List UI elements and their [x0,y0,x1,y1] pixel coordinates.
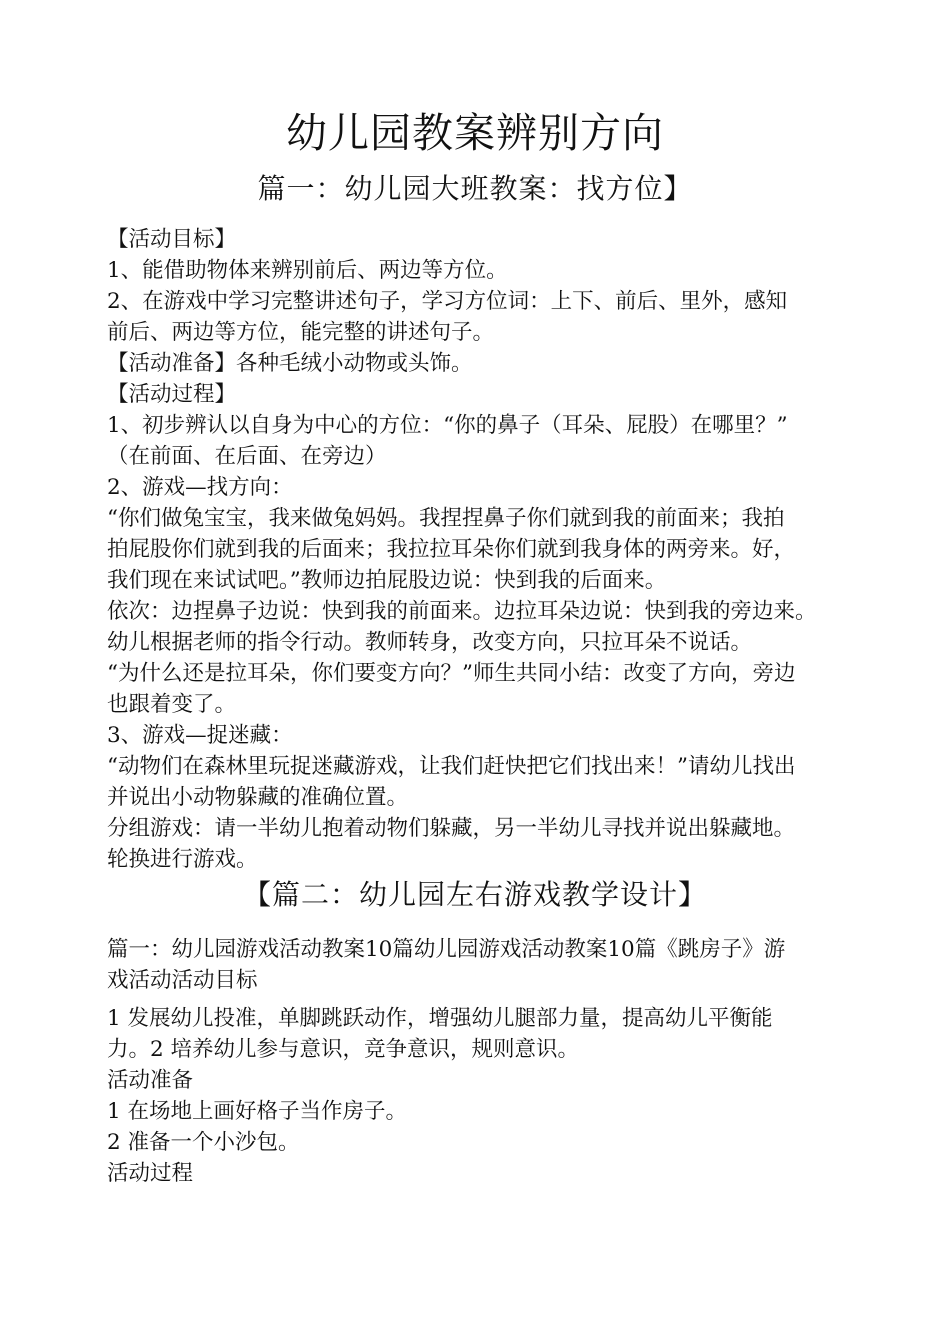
paragraph-line: 2 准备一个小沙包。 [107,1130,300,1155]
document-title: 幼儿园教案辨别方向 [286,109,664,157]
paragraph-line: 2、在游戏中学习完整讲述句子，学习方位词：上下、前后、里外，感知 [107,289,788,314]
paragraph-line: 并说出小动物躲藏的准确位置。 [107,785,409,810]
paragraph-line: 【活动准备】各种毛绒小动物或头饰。 [107,351,473,376]
paragraph-line: 前后、两边等方位，能完整的讲述句子。 [107,320,495,345]
section1-heading: 篇一：幼儿园大班教案：找方位】 [257,172,693,205]
section2-intro [107,934,867,996]
section2-body [107,1003,867,1189]
paragraph-line: 【活动目标】 [107,227,237,252]
section1-body [107,224,867,875]
paragraph-line: 1、初步辨认以自身为中心的方位：“你的鼻子（耳朵、屁股）在哪里？” [107,413,788,438]
paragraph-line: 我们现在来试试吧。”教师边拍屁股边说：快到我的后面来。 [107,568,667,593]
paragraph-line: 戏活动活动目标 [107,968,258,993]
paragraph-line: 2、游戏—找方向： [107,475,293,500]
paragraph-line: 1 在场地上画好格子当作房子。 [107,1099,408,1124]
paragraph-line: 【活动过程】 [107,382,237,407]
paragraph-line: 活动过程 [107,1161,194,1186]
paragraph-line: “你们做兔宝宝，我来做兔妈妈。我捏捏鼻子你们就到我的前面来；我拍 [107,506,785,531]
paragraph-line: “动物们在森林里玩捉迷藏游戏，让我们赶快把它们找出来！”请幼儿找出 [107,754,796,779]
paragraph-line: 依次：边捏鼻子边说：快到我的前面来。边拉耳朵边说：快到我的旁边来。 [107,599,817,624]
paragraph-line: 幼儿根据老师的指令行动。教师转身，改变方向，只拉耳朵不说话。 [107,630,753,655]
paragraph-line: 3、游戏—捉迷藏： [107,723,293,748]
paragraph-line: 拍屁股你们就到我的后面来；我拉拉耳朵你们就到我身体的两旁来。好， [107,537,796,562]
paragraph-line: 活动准备 [107,1068,194,1093]
paragraph-line: 1、能借助物体来辨别前后、两边等方位。 [107,258,508,283]
paragraph-line: 力。2 培养幼儿参与意识，竞争意识，规则意识。 [107,1037,580,1062]
paragraph-line: 也跟着变了。 [107,692,237,717]
paragraph-line: 篇一：幼儿园游戏活动教案10篇幼儿园游戏活动教案10篇《跳房子》游 [107,937,786,962]
paragraph-line: 轮换进行游戏。 [107,847,258,872]
section2-heading: 【篇二：幼儿园左右游戏教学设计】 [242,878,707,911]
paragraph-line: （在前面、在后面、在旁边） [107,444,387,469]
paragraph-line: 1 发展幼儿投准，单脚跳跃动作，增强幼儿腿部力量，提高幼儿平衡能 [107,1006,773,1031]
paragraph-line: “为什么还是拉耳朵，你们要变方向？”师生共同小结：改变了方向，旁边 [107,661,796,686]
paragraph-line: 分组游戏：请一半幼儿抱着动物们躲藏，另一半幼儿寻找并说出躲藏地。 [107,816,796,841]
